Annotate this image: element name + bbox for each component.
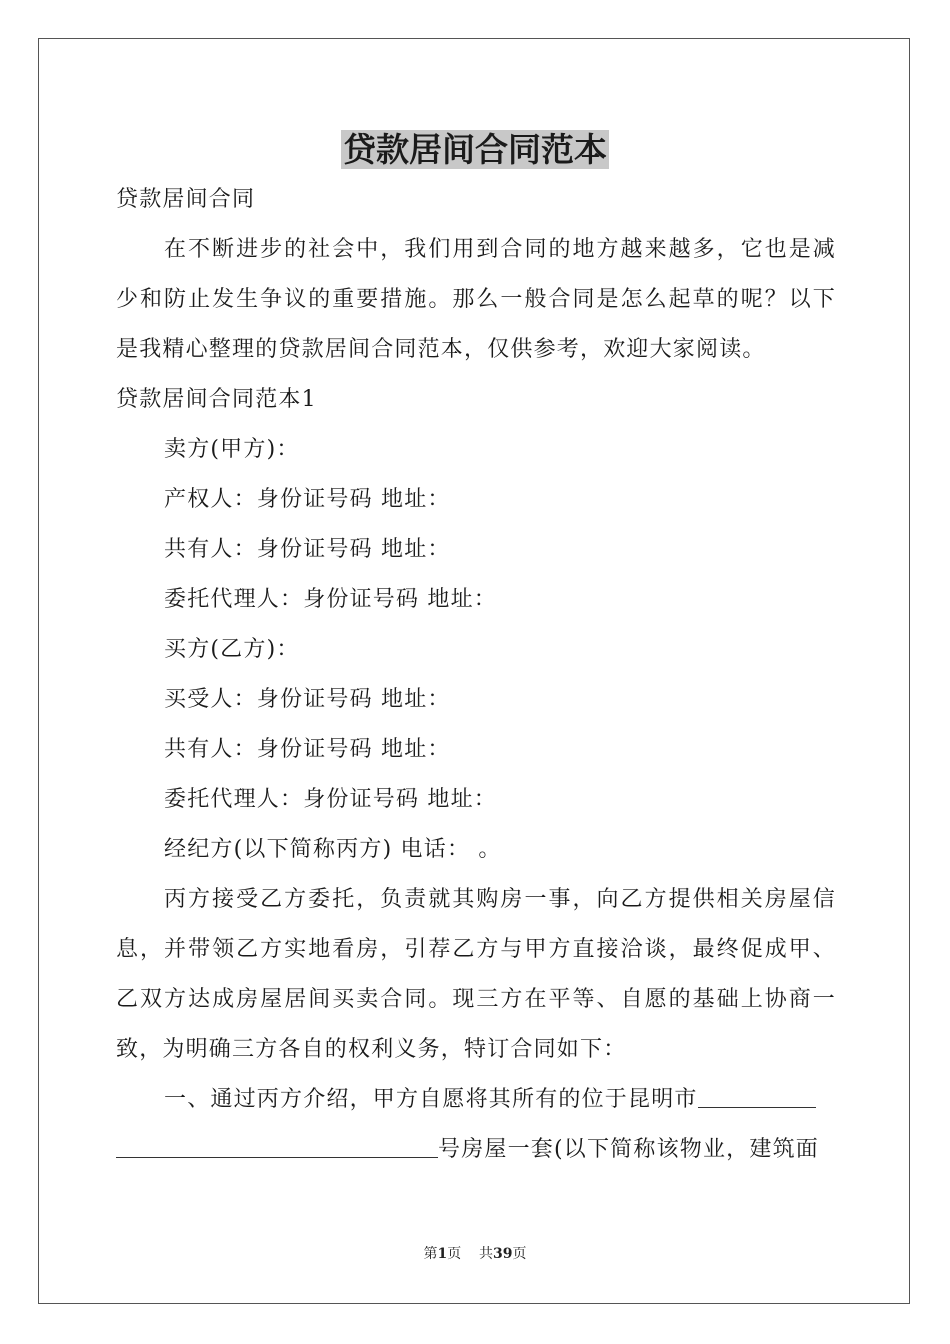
party-line: 卖方(甲方)： xyxy=(164,437,300,462)
party-line: 共有人：身份证号码 地址： xyxy=(164,737,451,762)
party-line: 委托代理人：身份证号码 地址： xyxy=(164,587,497,612)
page-footer xyxy=(0,1244,950,1264)
page-suffix: 页 xyxy=(447,1246,462,1262)
document-body xyxy=(116,175,836,1175)
paragraph-line: 乙双方达成房屋居间买卖合同。现三方在平等、自愿的基础上协商一 xyxy=(116,987,836,1012)
subtitle-line: 贷款居间合同 xyxy=(116,187,256,212)
party-line: 委托代理人：身份证号码 地址： xyxy=(164,787,497,812)
fill-blank xyxy=(116,1127,438,1158)
section-heading: 贷款居间合同范本1 xyxy=(116,387,317,412)
party-line: 买受人：身份证号码 地址： xyxy=(164,687,451,712)
document-title-text: 贷款居间合同范本 xyxy=(343,130,607,169)
paragraph-line: 在不断进步的社会中，我们用到合同的地方越来越多，它也是减 xyxy=(164,237,836,262)
paragraph-line: 是我精心整理的贷款居间合同范本，仅供参考，欢迎大家阅读。 xyxy=(116,337,766,362)
party-line: 共有人：身份证号码 地址： xyxy=(164,537,451,562)
party-line: 买方(乙方)： xyxy=(164,637,300,662)
paragraph-line: 丙方接受乙方委托，负责就其购房一事，向乙方提供相关房屋信 xyxy=(164,887,836,912)
total-pages: 39 xyxy=(493,1246,513,1262)
party-line: 经纪方(以下简称丙方) 电话： 。 xyxy=(164,837,502,862)
page-number: 1 xyxy=(437,1246,448,1262)
paragraph-line: 息，并带领乙方实地看房，引荐乙方与甲方直接洽谈，最终促成甲、 xyxy=(116,937,836,962)
document-title xyxy=(0,128,950,172)
clause-line xyxy=(116,1075,836,1125)
clause-line xyxy=(116,1125,836,1175)
fill-blank xyxy=(698,1077,816,1108)
page-prefix: 第 xyxy=(423,1246,438,1262)
clause-text: 一、通过丙方介绍，甲方自愿将其所有的位于昆明市 xyxy=(164,1087,698,1112)
paragraph-line: 少和防止发生争议的重要措施。那么一般合同是怎么起草的呢？以下 xyxy=(116,287,836,312)
paragraph-line: 致，为明确三方各自的权利义务，特订合同如下： xyxy=(116,1037,627,1062)
total-suffix: 页 xyxy=(512,1246,527,1262)
clause-text: 号房屋一套(以下简称该物业，建筑面 xyxy=(438,1137,819,1162)
total-prefix: 共 xyxy=(479,1246,494,1262)
party-line: 产权人：身份证号码 地址： xyxy=(164,487,451,512)
